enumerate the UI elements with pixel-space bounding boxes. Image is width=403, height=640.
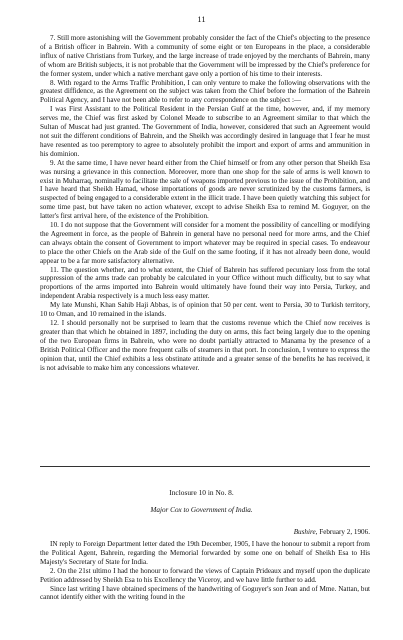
paragraph-11: 11. The question whether, and to what extent, the Chief of Bahrein has suffered pecuniary loss from the total suppression of the arms trade can probably be calculated in your Office without much difficulty, but to say what proportions of the arms imported into Bahrein would ultimately have found their way into Persia, Turkey, and independent Arabia respectively is a much less easy matter.	[40, 265, 370, 301]
letter-paragraph-3: Since last writing I have obtained specimens of the handwriting of Goguyer's son Jean and of Mme. Nattan, but cannot identify either with the writing found in the	[40, 584, 370, 602]
letter-dateline	[40, 528, 370, 536]
letter-paragraph-2: 2. On the 21st ultimo I had the honour to forward the views of Captain Prideaux and myself upon the duplicate Petition addressed by Sheikh Esa to his Excellency the Viceroy, and we have little further to add.	[40, 566, 370, 584]
paragraph-11-continued: My late Munshi, Khan Sahib Haji Abbas, is of opinion that 50 per cent. went to Persia, 30 to Turkish territory, 10 to Oman, and 10 remained in the islands.	[40, 301, 370, 319]
paragraph-9: 9. At the same time, I have never heard either from the Chief himself or from any other person that Sheikh Esa was nursing a grievance in this connection. Moreover, more than one shop for the sale of arms is well known to exist in Muharraq, nominally to facilitate the sale of weapons imported previous to the issue of the Prohibition, and I have heard that Sheikh Hamad, whose importations of goods are never scrutinized by the customs farmers, is suspected of being engaged to a considerable extent in the illicit trade. I have been quietly watching this subject for some time past, but have taken no action whatever, except to advise Sheikh Esa to remind M. Goguyer, on the latter's first arrival here, of the existence of the Prohibition.	[40, 158, 370, 221]
paragraph-7: 7. Still more astonishing will the Government probably consider the fact of the Chief's objecting to the presence of a British officer in Bahrein. With a community of some eight or ten Europeans in the place, a considerable influx of native Christians from Turkey, and the large increase of trade enjoyed by the merchants of Bahrein, many of whom are British subjects, it is not probable that the Government will be impressed by the Chief's preference for the former system, under which a native merchant gave only a portion of his time to their interests.	[40, 34, 370, 78]
dateline-date: February 2, 1906.	[319, 528, 370, 536]
paragraph-10: 10. I do not suppose that the Government will consider for a moment the possibility of cancelling or modifying the Agreement in force, as the people of Bahrein in general have no personal need for more arms, and the Chief can always obtain the consent of Government to import whatever may be required in special cases. To endeavour to place the other Chiefs on the Arab side of the Gulf on the same footing, if it has not already been done, would appear to be a far more satisfactory alternative.	[40, 221, 370, 265]
paragraph-8: 8. With regard to the Arms Traffic Prohibition, I can only venture to make the following observations with the greatest diffidence, as the Agreement on the subject was taken from the Chief before the formation of the Bahrein Political Agency, and I have not been able to refer to any correspondence on the subject :—	[40, 78, 370, 105]
inclosure-subheading: Major Cox to Government of India.	[150, 506, 253, 514]
letter-body	[40, 540, 370, 602]
letter-paragraph-1: IN reply to Foreign Department letter dated the 19th December, 1905, I have the honour to submit a report from the Political Agent, Bahrein, regarding the Memorial forwarded by some one on behalf of Sheikh Esa to His Majesty's Secretary of State for India.	[40, 540, 370, 566]
page-number: 11	[197, 14, 206, 24]
inclosure-heading: Inclosure 10 in No. 8.	[169, 488, 234, 497]
dateline-place: Bushire,	[293, 528, 318, 536]
report-body	[40, 34, 370, 372]
paragraph-12: 12. I should personally not be surprised to learn that the customs revenue which the Chief now receives is greater than that which he obtained in 1897, including the duty on arms, this fact being largely due to the opening of the two European firms in Bahrein, who were no doubt partially attracted to Manama by the presence of a British Political Officer and the more frequent calls of steamers in that port. In conclusion, I venture to express the opinion that, until the Chief exhibits a less obstinate attitude and a greater sense of the benefits he has received, it is not advisable to make him any concessions whatever.	[40, 319, 370, 372]
section-divider	[40, 466, 370, 467]
paragraph-8-continued: I was First Assistant to the Political Resident in the Persian Gulf at the time, however, and, if my memory serves me, the Chief was first asked by Colonel Meade to subscribe to an Agreement similar to that which the Sultan of Muscat had just granted. The Government of India, however, considered that such an Agreement would not suit the different conditions of Bahrein, and the Sheikh was accordingly desired in language that I fear he must have resented as too peremptory to agree to absolutely prohibit the import and export of arms and ammunition in his dominion.	[40, 105, 370, 158]
